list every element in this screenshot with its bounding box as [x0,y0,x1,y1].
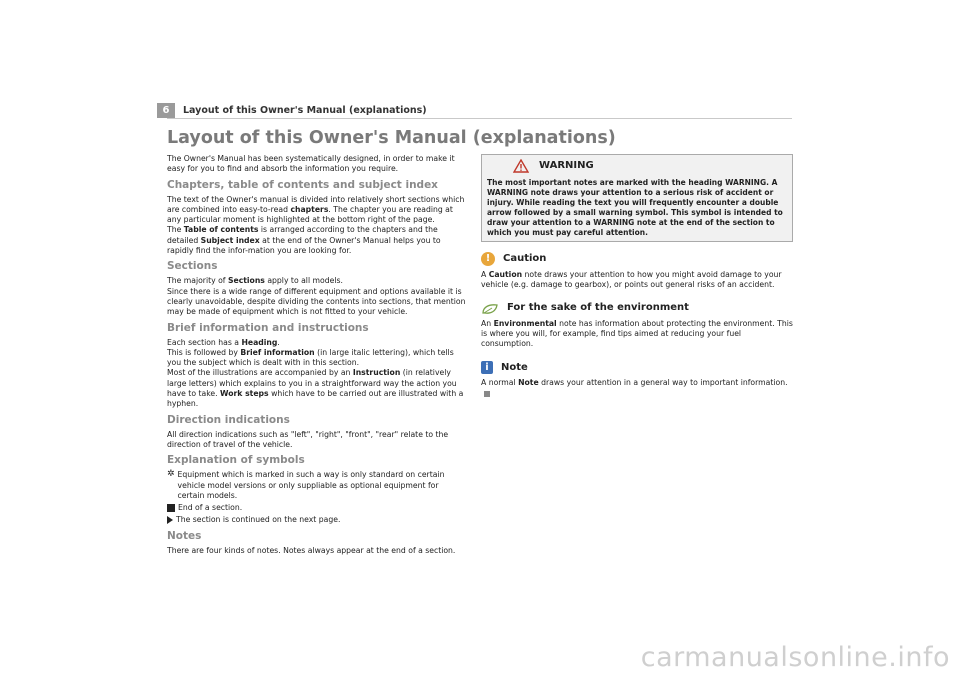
square-icon [167,504,175,512]
bold-term: Table of contents [183,225,259,235]
exclamation-circle-icon: ! [481,252,495,266]
watermark: carmanualsonline.info [640,642,950,673]
direction-heading: Direction indications [167,413,290,426]
symbol-text: The section is continued on the next page. [176,515,341,525]
bold-term: Environmental [493,318,557,328]
caution-text [481,270,793,291]
text: The majority of [167,276,228,286]
symbol-text: End of a section. [178,503,243,513]
brief-paragraph-1 [167,338,467,348]
text: A [481,270,489,279]
intro-paragraph: The Owner's Manual has been systematically designed, in order to make it easy for you to find and absorb the information you require. [167,154,455,174]
note-block [481,361,793,399]
symbol-text: Equipment which is marked in such a way is only standard on certain vehicle model versions or only suppliable as optional equipment for certain models. [177,470,445,500]
text: which have to be carried out are illustrated with a hyphen. [167,389,464,409]
sections-paragraph-2: Since there is a wide range of different equipment and options available it is clearly unavoidable, despite dividing the contents into sections, that mention may be made of equipment which is not fitted to your vehicle. [167,286,466,317]
right-column [481,154,793,411]
text: . [277,337,280,347]
left-column [167,154,467,556]
text: Each section has a [167,337,242,347]
notes-paragraph: There are four kinds of notes. Notes always appear at the end of a section. [167,545,456,555]
text: The [167,225,184,235]
text: Most of the illustrations are accompanied by an [167,368,353,378]
page-title: Layout of this Owner's Manual (explanations) [167,128,616,148]
warning-title: WARNING [539,159,594,171]
symbol-row-end [167,503,467,513]
warning-box [481,154,793,242]
caution-title: Caution [503,252,547,264]
caution-title-row [481,252,793,266]
text: draws your attention in a general way to important information. [538,378,788,388]
direction-paragraph: All direction indications such as "left", "right", "front", "rear" relate to the direction of travel of the vehicle. [167,429,449,449]
caution-block [481,252,793,291]
text: apply to all models. [264,276,343,286]
bold-term: chapters [290,204,329,214]
brief-paragraph-2 [167,348,467,369]
symbols-heading: Explanation of symbols [167,454,305,467]
environment-title: For the sake of the environment [507,302,689,314]
bold-term: Brief information [240,347,315,357]
bold-term: Work steps [220,389,269,399]
text: The text of the Owner's manual is divided into relatively short sections which are combined into easy-to-read [167,194,465,214]
notes-heading: Notes [167,529,202,542]
warning-title-row [513,159,787,173]
environment-block [481,303,793,350]
square-icon [484,391,490,397]
brief-heading: Brief information and instructions [167,321,369,334]
text: . The chapter you are reading at any particular moment is highlighted at the bottom right of the page. [167,204,453,225]
text: is arranged according to the chapters and the detailed [167,225,438,245]
environment-text [481,319,793,350]
bold-term: Instruction [352,368,401,378]
sections-paragraph-1 [167,276,467,286]
bold-term: Note [518,378,539,388]
note-text [481,378,793,399]
chapters-heading: Chapters, table of contents and subject index [167,178,438,191]
text: at the end of the Owner's Manual helps you to rapidly find the infor-mation you are looking for. [167,235,441,256]
environment-title-row [481,303,793,315]
bold-term: Sections [227,276,265,286]
text: (in large italic lettering), which tells you the subject which is dealt with in this section. [167,347,454,368]
bold-term: Caution [488,270,523,279]
text: An [481,318,494,328]
chapters-paragraph-2 [167,225,467,256]
page-number: 6 [157,103,175,118]
bold-term: Subject index [200,235,260,245]
brief-paragraph-3 [167,368,467,409]
leaf-icon [481,303,499,315]
sections-heading: Sections [167,260,218,273]
text: This is followed by [167,347,241,357]
symbol-row-continued [167,515,467,525]
chapters-paragraph-1 [167,195,467,226]
text: note has information about protecting the environment. This is where you will, for example, find tips aimed at reducing your fuel consumption. [481,318,793,349]
star-icon: ✲ [167,469,175,480]
text: (in relatively large letters) which explains to you in a straightforward way the action you have to take. [167,368,457,399]
warning-triangle-icon [513,159,529,173]
bold-term: Heading [241,337,278,347]
header-rule [167,118,792,119]
text: A normal [481,378,519,388]
running-head: Layout of this Owner's Manual (explanations) [183,105,427,116]
symbol-row-optional [167,470,467,501]
warning-text: The most important notes are marked with the heading WARNING. A WARNING note draws your attention to a serious risk of accident or injury. While reading the text you will frequently encounter a double arrow followed by a small warning symbol. This symbol is intended to draw your attention to a WARNING note at the end of the section to which you must pay careful attention. [487,178,783,237]
text: note draws your attention to how you might avoid damage to your vehicle (e.g. damage to gearbox), or points out general risks of an accident. [481,270,782,290]
note-title: Note [501,361,528,373]
note-title-row [481,361,793,374]
info-icon: i [481,361,493,374]
arrow-right-icon [167,516,173,524]
